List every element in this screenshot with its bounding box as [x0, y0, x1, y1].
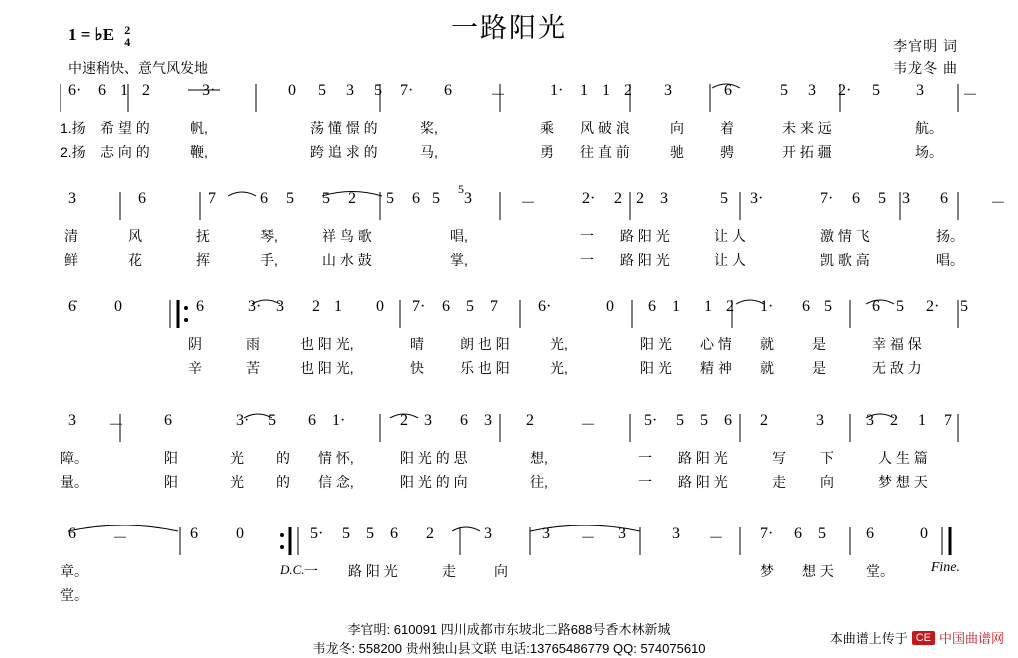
system-1-lyrics-verse1: 1.扬 希 望 的 帆, 荡 懂 憬 的 桨, 乘 风 破 浪 向 着 未 来 远 航。: [60, 120, 943, 136]
note-group: 1: [602, 82, 610, 99]
time-signature-bottom: 4: [124, 35, 131, 49]
note-group: 5: [872, 82, 880, 99]
note-group: 3: [808, 82, 816, 99]
music-system-1: [60, 82, 979, 166]
note-group: 1·: [550, 82, 564, 99]
note-group: 6: [444, 82, 452, 99]
system-4-lyrics-verse1: 障。 阳 光 的 情 怀, 阳 光 的 思 想, 一 路 阳 光 写 下 人 生 篇: [60, 450, 928, 466]
note-group: 2·: [838, 82, 852, 99]
note-group: 5: [780, 82, 788, 99]
note-group: 1: [580, 82, 588, 99]
note-group: 6: [724, 82, 732, 99]
note-group: 7·: [400, 82, 414, 99]
note-group: 6·: [68, 82, 82, 99]
footer-line-1: 李官明: 610091 四川成都市东坡北二路688号香木林新城: [347, 622, 671, 637]
system-4-notes: 3 － 6 3· 5 6 1· 2 3 6 3 2 － 5· 5 5 6 2 3 3 2 1 7: [68, 412, 952, 434]
note-group: 6: [98, 82, 106, 99]
publisher-name[interactable]: 中国曲谱网: [938, 631, 1004, 646]
music-system-5: [60, 525, 960, 609]
note-group: 5: [318, 82, 326, 99]
composer-credit: 韦龙冬 曲: [893, 60, 958, 76]
system-3-notes: 6̇ 0 6 3· 3 2 1 0 7· 6 5 7 6· 0 6 1 1 2 1· 6 5 6 5 2· 5: [68, 298, 968, 315]
lyricist-credit: 李官明 词: [893, 38, 958, 54]
note-group: 3: [664, 82, 672, 99]
publisher-credit: [830, 628, 1004, 647]
note-group: 2: [624, 82, 632, 99]
system-4-lyrics-verse2: 量。 阳 光 的 信 念, 阳 光 的 向 往, 一 路 阳 光 走 向 梦 想 天: [60, 474, 928, 490]
system-2-lyrics-verse2: 鲜 花 挥 手, 山 水 鼓 掌, 一 路 阳 光 让 人 凯 歌 高 唱。: [64, 252, 964, 268]
time-signature: [124, 24, 130, 48]
page-title: 一路阳光: [451, 13, 567, 43]
dc-annotation: D.C.: [280, 562, 305, 577]
system-2-lyrics-verse1: 清 风 抚 琴, 祥 鸟 歌 唱, 一 路 阳 光 让 人 激 情 飞 扬。: [64, 228, 964, 244]
note-group: －: [490, 87, 507, 104]
system-5-notes: 6 － 6 0 5· 5 5 6 2 3 3 － 3 3 － 7· 6 5 6 0: [68, 525, 928, 547]
system-1-lyrics-verse2: 2.扬 志 向 的 鞭, 跨 追 求 的 马, 勇 往 直 前 驰 骋 开 拓 疆 场。: [60, 144, 943, 160]
time-signature-top: 2: [124, 23, 131, 37]
note-group: 3: [916, 82, 924, 99]
fine-annotation: Fine.: [930, 560, 960, 575]
note-group: 0: [288, 82, 296, 99]
system-5-lyrics-verse1: 章。 一 路 阳 光 走 向 梦 想 天 堂。: [60, 563, 894, 579]
note-group: 1: [120, 82, 128, 99]
note-group: 3·: [202, 82, 216, 99]
tempo-marking: 中速稍快、意气风发地: [68, 60, 208, 76]
key-signature-text: 1 = ♭E: [68, 24, 115, 44]
note-group: －: [962, 87, 979, 104]
site-logo-icon: CE: [912, 631, 935, 645]
system-2-notes: 3 6 7 6 5 5 2 5 6 5 5 3 － 2· 2 2 3 5 3· 7· 6 5 3 6 －: [68, 182, 1007, 212]
note-group: 2: [142, 82, 150, 99]
system-5-lyrics-verse2: 堂。: [60, 587, 88, 603]
music-system-3: [60, 298, 968, 382]
system-1-notes: [60, 82, 979, 114]
system-3-lyrics-verse2: 辛 苦 也 阳 光, 快 乐 也 阳 光, 阳 光 精 神 就 是 无 敌 力: [188, 360, 922, 376]
footer-line-2: 韦龙冬: 558200 贵州独山县文联 电话:13765486779 QQ: 574075610: [312, 641, 706, 656]
system-3-lyrics-verse1: 阴 雨 也 阳 光, 晴 朗 也 阳 光, 阳 光 心 情 就 是 幸 福 保: [188, 336, 922, 352]
key-signature: [68, 24, 130, 48]
music-system-4: [60, 412, 960, 496]
note-group: 5: [374, 82, 382, 99]
note-group: 3: [346, 82, 354, 99]
publisher-prefix: 本曲谱上传于: [829, 631, 908, 646]
music-system-2: [60, 182, 1007, 274]
